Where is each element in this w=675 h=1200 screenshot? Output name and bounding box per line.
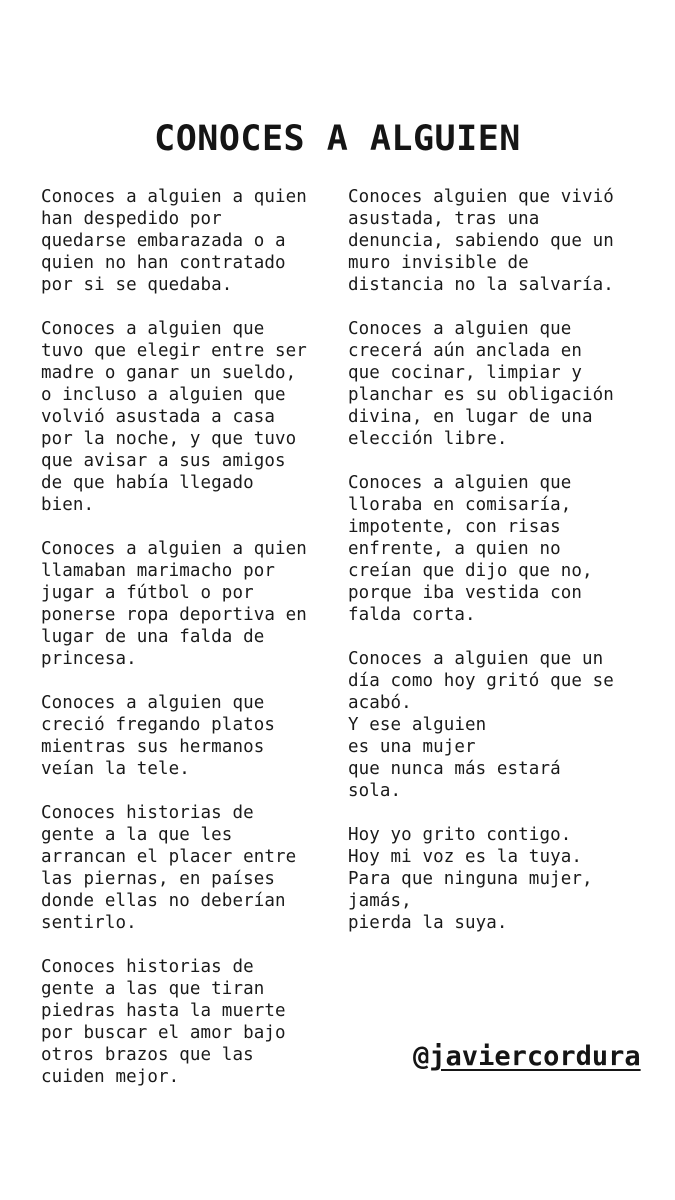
stanza-line: han despedido por [41,209,222,229]
stanza-line: Conoces a alguien a quien [41,187,307,207]
stanza-line: falda corta. [348,605,476,625]
stanza-line: jugar a fútbol o por [41,583,254,603]
stanza-line: asustada, tras una [348,209,540,229]
stanza-line: sola. [348,781,402,801]
stanza [348,824,653,934]
stanza-line: llamaban marimacho por [41,561,275,581]
stanza-line: gente a las que tiran [41,979,265,999]
stanza-line: Conoces historias de [41,957,254,977]
stanza-line: muro invisible de [348,253,529,273]
stanza-line: mientras sus hermanos [41,737,265,757]
stanza-line: distancia no la salvaría. [348,275,614,295]
stanza-line: día como hoy gritó que se [348,671,614,691]
stanza-line: enfrente, a quien no [348,539,561,559]
stanza-line: impotente, con risas [348,517,561,537]
stanza-line: princesa. [41,649,137,669]
stanza-line: Hoy yo grito contigo. [348,825,572,845]
stanza [41,538,341,670]
stanza-line: Conoces historias de [41,803,254,823]
stanza-line: es una mujer [348,737,476,757]
stanza-line: que cocinar, limpiar y [348,363,582,383]
stanza-line: jamás, [348,891,412,911]
stanza-line: Para que ninguna mujer, [348,869,593,889]
stanza [41,318,341,516]
stanza-line: Y ese alguien [348,715,487,735]
stanza-line: lloraba en comisaría, [348,495,572,515]
stanza-line: quien no han contratado [41,253,286,273]
handle-username: javiercordura [429,1041,641,1072]
right-column [348,186,653,956]
handle-at-symbol: @ [413,1041,430,1072]
stanza [348,648,653,802]
stanza-line: crecerá aún anclada en [348,341,582,361]
stanza-line: Conoces a alguien que un [348,649,604,669]
stanza-line: Hoy mi voz es la tuya. [348,847,582,867]
stanza [348,472,653,626]
stanza-line: volvió asustada a casa [41,407,275,427]
stanza [41,802,341,934]
stanza-line: ponerse ropa deportiva en [41,605,307,625]
stanza-line: que nunca más estará [348,759,561,779]
stanza-line: otros brazos que las [41,1045,254,1065]
stanza-line: arrancan el placer entre [41,847,297,867]
stanza [348,186,653,296]
stanza-line: sentirlo. [41,913,137,933]
stanza-line: planchar es su obligación [348,385,614,405]
stanza-line: veían la tele. [41,759,190,779]
poem-title: CONOCES A ALGUIEN [154,119,521,159]
stanza-line: acabó. [348,693,412,713]
stanza-line: por la noche, y que tuvo [41,429,297,449]
stanza-line: tuvo que elegir entre ser [41,341,307,361]
stanza [41,692,341,780]
stanza-line: o incluso a alguien que [41,385,286,405]
stanza-line: de que había llegado [41,473,254,493]
stanza-line: Conoces a alguien que [41,693,265,713]
stanza-line: pierda la suya. [348,913,508,933]
stanza-line: Conoces a alguien que [41,319,265,339]
stanza-line: Conoces alguien que vivió [348,187,614,207]
stanza-line: cuiden mejor. [41,1067,180,1087]
stanza-line: que avisar a sus amigos [41,451,286,471]
stanza [348,318,653,450]
stanza-line: por si se quedaba. [41,275,233,295]
stanza [41,186,341,296]
left-column [41,186,341,1110]
stanza-line: porque iba vestida con [348,583,582,603]
stanza-line: las piernas, en países [41,869,275,889]
stanza-line: quedarse embarazada o a [41,231,286,251]
stanza-line: lugar de una falda de [41,627,265,647]
stanza-line: bien. [41,495,95,515]
stanza-line: elección libre. [348,429,508,449]
stanza-line: piedras hasta la muerte [41,1001,286,1021]
stanza-line: Conoces a alguien que [348,319,572,339]
stanza-line: Conoces a alguien a quien [41,539,307,559]
stanza-line: por buscar el amor bajo [41,1023,286,1043]
stanza-line: denuncia, sabiendo que un [348,231,614,251]
stanza [41,956,341,1088]
stanza-line: madre o ganar un sueldo, [41,363,297,383]
stanza-line: creían que dijo que no, [348,561,593,581]
author-handle[interactable] [348,1003,641,1111]
stanza-line: Conoces a alguien que [348,473,572,493]
stanza-line: divina, en lugar de una [348,407,593,427]
stanza-line: gente a la que les [41,825,233,845]
stanza-line: creció fregando platos [41,715,275,735]
stanza-line: donde ellas no deberían [41,891,286,911]
